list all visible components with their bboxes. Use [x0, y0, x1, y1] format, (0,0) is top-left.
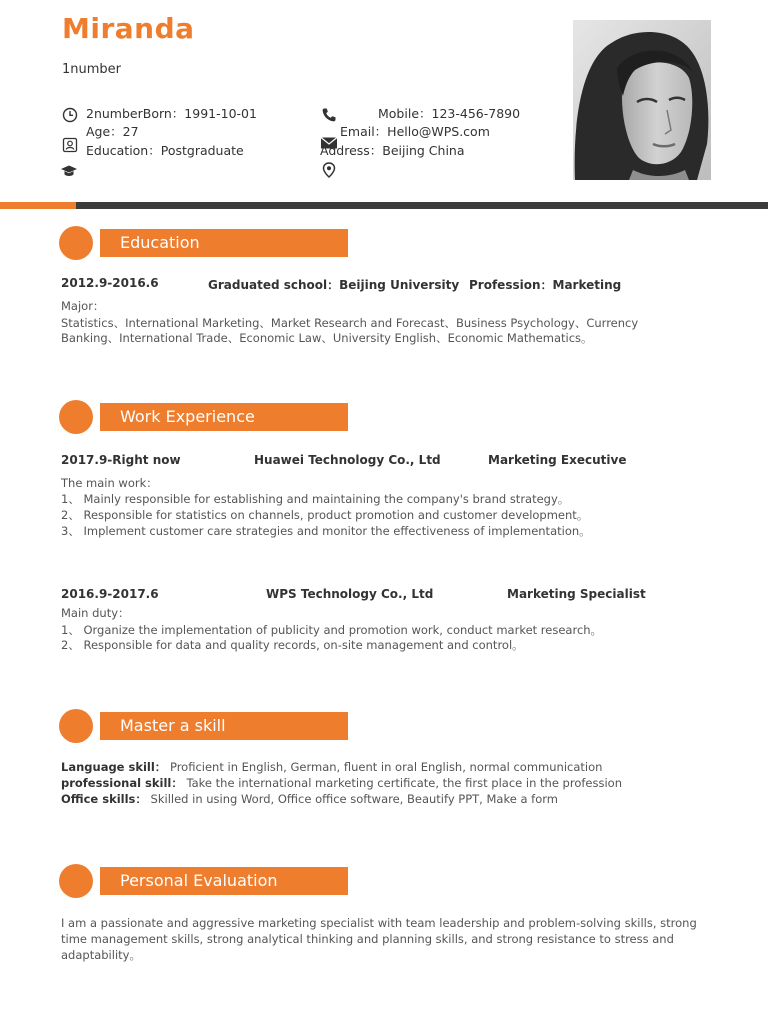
job-duty-label: The main work：	[61, 476, 158, 490]
mobile-info: Mobile：123-456-7890	[378, 106, 521, 121]
job-company: WPS Technology Co., Ltd	[266, 587, 434, 601]
address-info: Address：Beijing China	[320, 143, 465, 158]
job-role: Marketing Specialist	[507, 587, 646, 601]
skill-label: Office skills：	[61, 792, 147, 806]
phone-icon	[321, 107, 337, 123]
work-section-marker	[59, 400, 93, 434]
education-section-marker	[59, 226, 93, 260]
age-info: Age：27	[86, 124, 139, 139]
clock-icon	[62, 107, 78, 123]
skill-language	[61, 759, 602, 775]
skill-office	[61, 791, 558, 807]
job-role: Marketing Executive	[488, 453, 627, 467]
job-duty-item: 1、 Mainly responsible for establishing and maintaining the company's brand strategy。	[61, 492, 570, 506]
job-duty-item: 3、 Implement customer care strategies and monitor the effectiveness of implementation。	[61, 524, 591, 538]
job-company: Huawei Technology Co., Ltd	[254, 453, 441, 467]
graduation-cap-icon	[60, 164, 78, 178]
birth-info: 2numberBorn：1991-10-01	[86, 106, 257, 121]
job-period: 2016.9-2017.6	[61, 587, 159, 601]
skill-label: Language skill：	[61, 760, 167, 774]
major-line-1: Statistics、International Marketing、Market Research and Forecast、Business Psychology、Currency	[61, 316, 639, 330]
job-period: 2017.9-Right now	[61, 453, 181, 467]
education-info: Education：Postgraduate	[86, 143, 244, 158]
major-label: Major：	[61, 299, 105, 313]
job-duty-label: Main duty：	[61, 606, 130, 620]
header-divider	[76, 202, 768, 209]
skills-section-title: Master a skill	[100, 712, 348, 740]
location-pin-icon	[322, 162, 336, 178]
education-period: 2012.9-2016.6	[61, 276, 159, 290]
id-card-icon	[62, 137, 78, 153]
evaluation-section-marker	[59, 864, 93, 898]
candidate-subtitle: 1number	[62, 62, 122, 77]
evaluation-text: I am a passionate and aggressive marketing specialist with team leadership and problem-solving skills, strong time management skills, strong analytical thinking and planning skills, and strong resistance to stress and adaptability。	[61, 916, 697, 962]
skill-professional	[61, 775, 622, 791]
job-duty-item: 2、 Responsible for data and quality records, on-site management and control。	[61, 638, 524, 652]
profile-photo	[573, 20, 711, 180]
candidate-name: Miranda	[62, 12, 195, 45]
work-section-title: Work Experience	[100, 403, 348, 431]
skill-label: professional skill：	[61, 776, 183, 790]
email-info: Email：Hello@WPS.com	[340, 124, 490, 139]
skill-value: Take the international marketing certificate, the first place in the profession	[182, 776, 622, 790]
job-duty-item: 2、 Responsible for statistics on channels, product promotion and customer development。	[61, 508, 589, 522]
education-school: Graduated school：Beijing University	[208, 278, 460, 292]
skill-value: Skilled in using Word, Office office software, Beautify PPT, Make a form	[146, 792, 558, 806]
evaluation-section-title: Personal Evaluation	[100, 867, 348, 895]
skill-value: Proficient in English, German, fluent in oral English, normal communication	[166, 760, 603, 774]
education-profession: Profession：Marketing	[469, 278, 622, 292]
major-line-2: Banking、International Trade、Economic Law、University English、Economic Mathematics。	[61, 331, 593, 345]
job-duty-item: 1、 Organize the implementation of publicity and promotion work, conduct market research。	[61, 623, 603, 637]
education-section-title: Education	[100, 229, 348, 257]
skills-section-marker	[59, 709, 93, 743]
header-divider-accent	[0, 202, 76, 209]
